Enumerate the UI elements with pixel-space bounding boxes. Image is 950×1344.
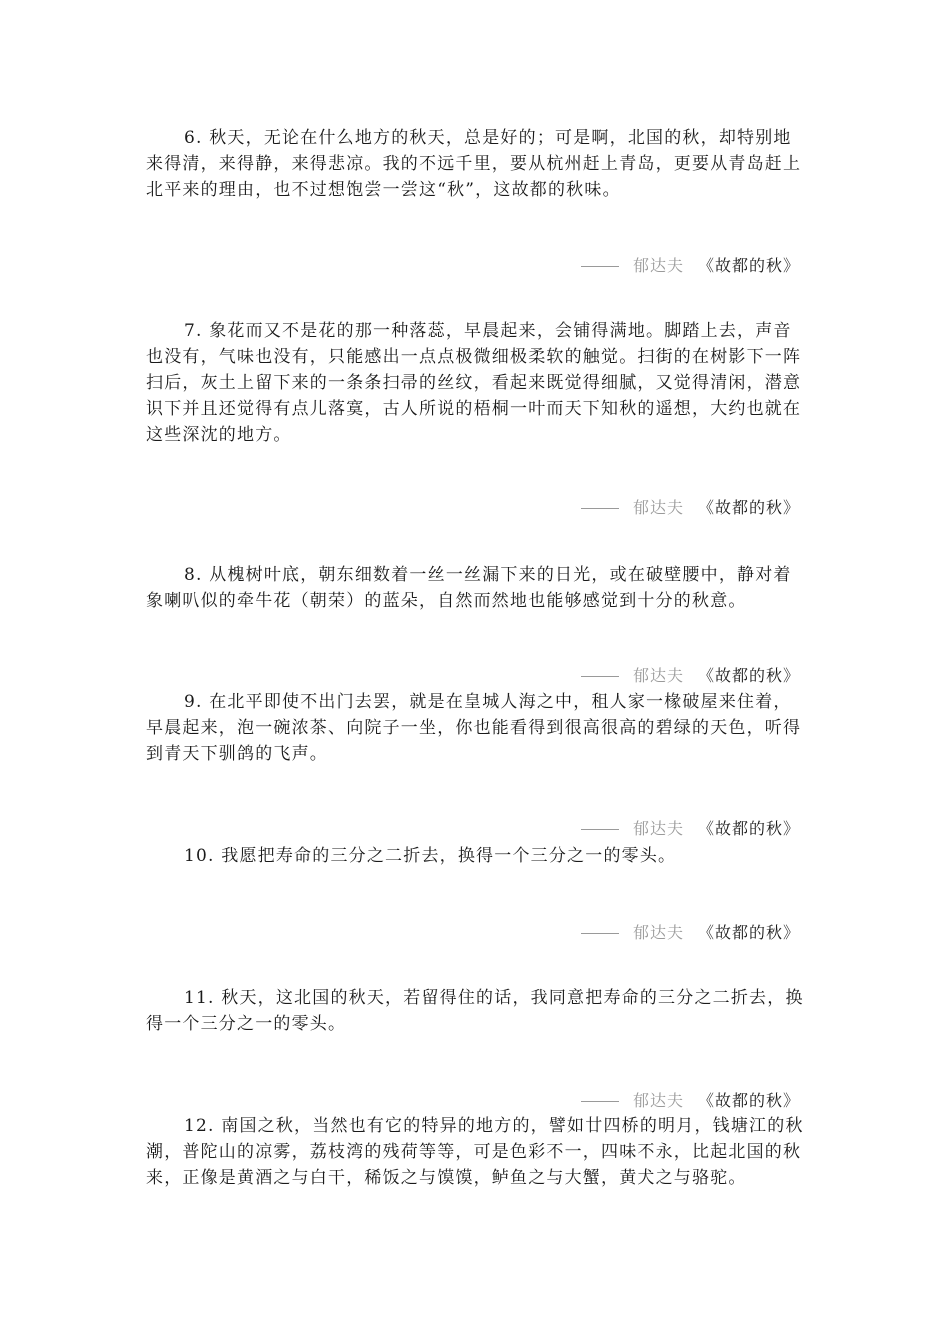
dash-line [581, 933, 619, 934]
dash-line [581, 676, 619, 677]
work-title: 《故都的秋》 [697, 498, 800, 517]
author-name: 郁达夫 [632, 1091, 684, 1110]
quote-10: 10. 我愿把寿命的三分之二折去，换得一个三分之一的零头。 [184, 846, 677, 866]
attribution [581, 1090, 800, 1112]
attribution [581, 922, 800, 944]
work-title: 《故都的秋》 [697, 256, 800, 275]
work-title: 《故都的秋》 [697, 819, 800, 838]
attribution [581, 818, 800, 840]
attribution [581, 665, 800, 687]
author-name: 郁达夫 [632, 666, 684, 685]
work-title: 《故都的秋》 [697, 923, 800, 942]
quote-8: 8. 从槐树叶底，朝东细数着一丝一丝漏下来的日光，或在破壁腰中，静对着象喇叭似的牵牛花（朝荣）的蓝朵，自然而然地也能够感觉到十分的秋意。 [146, 565, 792, 611]
quote-6: 6. 秋天，无论在什么地方的秋天，总是好的；可是啊，北国的秋，却特别地来得清，来得静，来得悲凉。我的不远千里，要从杭州赶上青岛，更要从青岛赶上北平来的理由，也不过想饱尝一尝这“秋”，这故都的秋味。 [146, 128, 802, 200]
work-title: 《故都的秋》 [697, 666, 800, 685]
attribution [581, 255, 800, 277]
quote-7: 7. 象花而又不是花的那一种落蕊，早晨起来，会铺得满地。脚踏上去，声音也没有，气味也没有，只能感出一点点极微细极柔软的触觉。扫街的在树影下一阵扫后，灰土上留下来的一条条扫帚的丝纹，看起来既觉得细腻，又觉得清闲，潜意识下并且还觉得有点儿落寞，古人所说的梧桐一叶而天下知秋的遥想，大约也就在这些深沈的地方。 [146, 321, 802, 445]
quote-12: 12. 南国之秋，当然也有它的特异的地方的，譬如廿四桥的明月，钱塘江的秋潮，普陀山的凉雾，荔枝湾的残荷等等，可是色彩不一，四味不永，比起北国的秋来，正像是黄酒之与白干，稀饭之与馍馍，鲈鱼之与大蟹，黄犬之与骆驼。 [146, 1116, 804, 1188]
author-name: 郁达夫 [632, 256, 684, 275]
quote-11: 11. 秋天，这北国的秋天，若留得住的话，我同意把寿命的三分之二折去，换得一个三分之一的零头。 [146, 988, 804, 1034]
author-name: 郁达夫 [632, 819, 684, 838]
attribution [581, 497, 800, 519]
author-name: 郁达夫 [632, 923, 684, 942]
work-title: 《故都的秋》 [697, 1091, 800, 1110]
quote-9: 9. 在北平即使不出门去罢，就是在皇城人海之中，租人家一椽破屋来住着，早晨起来，泡一碗浓茶、向院子一坐，你也能看得到很高很高的碧绿的天色，听得到青天下驯鸽的飞声。 [146, 692, 802, 764]
dash-line [581, 829, 619, 830]
dash-line [581, 266, 619, 267]
dash-line [581, 1101, 619, 1102]
dash-line [581, 508, 619, 509]
author-name: 郁达夫 [632, 498, 684, 517]
